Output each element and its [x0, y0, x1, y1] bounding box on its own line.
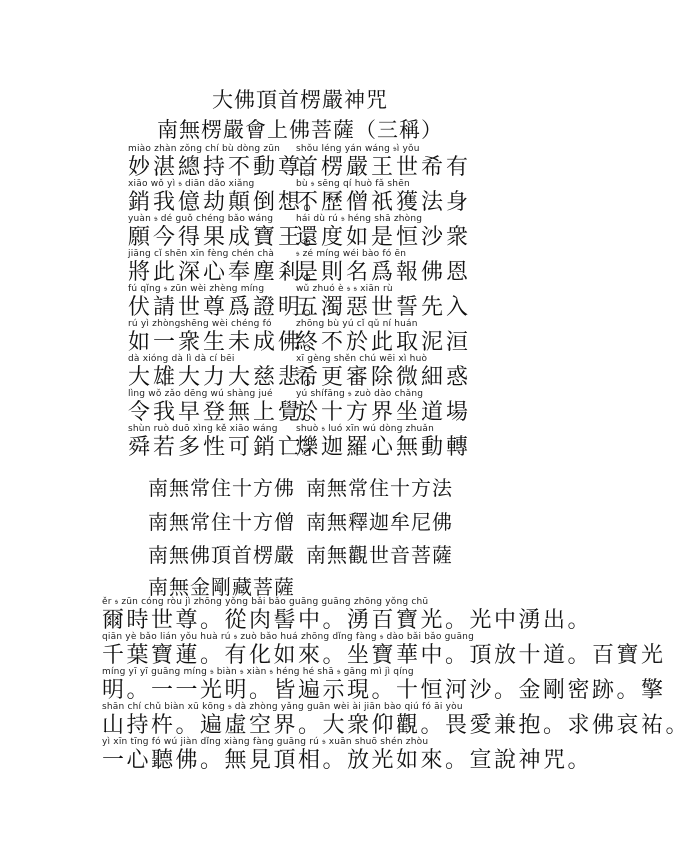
- pinyin: hái dù rú 𝔰 héng shā zhòng: [296, 214, 423, 224]
- pinyin: shuò 𝔰 luó xīn wú dòng zhuǎn: [296, 424, 435, 434]
- prose-line-2: [102, 631, 666, 669]
- verse-right-5: [296, 283, 471, 321]
- pinyin: ěr 𝔰 zūn cóng ròu jì zhōng yǒng bǎi bǎo guāng guāng zhōng yǒng chū: [102, 597, 429, 607]
- pinyin: yì xīn tīng fó wú jiàn dǐng xiàng fàng guāng rú 𝔰 xuān shuō shén zhòu: [102, 737, 429, 747]
- verse-right-8: [296, 388, 471, 426]
- verse-text: 五濁惡世誓先入: [296, 295, 472, 320]
- verse-right-3: [296, 213, 471, 251]
- verse-text: 首楞嚴王世希有: [296, 155, 472, 180]
- pinyin: shǒu léng yán wáng 𝔰ì yǒu: [296, 144, 420, 154]
- pinyin: wǔ zhuó è 𝔰 𝔰 xiān rù: [296, 284, 393, 294]
- verse-text: 伏請世尊爲證明。: [128, 295, 329, 320]
- verse-right-7: [296, 353, 471, 391]
- pinyin: dà xióng dà lì dà cí bēi: [128, 354, 235, 364]
- verse-text: 如一衆生未成佛。: [128, 330, 329, 355]
- pinyin: lìng wǒ zǎo dēng wú shàng jué: [128, 389, 273, 399]
- pinyin: jiāng cǐ shēn xīn fèng chén chà: [128, 249, 275, 259]
- namo-invocation: 南無釋迦牟尼佛: [306, 510, 453, 534]
- prose-line-1: [102, 596, 592, 634]
- pinyin: miào zhàn zǒng chí bù dòng zūn: [128, 144, 281, 154]
- verse-text: 還度如是恒沙衆: [296, 225, 472, 250]
- pinyin: yuàn 𝔰 dé guǒ chéng bǎo wáng: [128, 214, 274, 224]
- verse-text: 令我早登無上覺。: [128, 400, 329, 425]
- verse-text: 願今得果成寶王。: [128, 225, 329, 250]
- pinyin: xī gèng shěn chú wēi xì huò: [296, 354, 428, 364]
- verse-text: 於十方界坐道場: [296, 400, 472, 425]
- page-title: 大佛頂首楞嚴神咒: [212, 88, 388, 112]
- pinyin: xiāo wǒ yì 𝔰 diān dǎo xiǎng: [128, 179, 255, 189]
- verse-text: 不歷僧祇獲法身: [296, 190, 472, 215]
- prose-text: 爾時世尊。從肉髻中。湧百寶光。光中湧出。: [102, 608, 593, 633]
- namo-invocation: 南無金剛藏菩薩: [148, 575, 295, 599]
- pinyin: bù 𝔰 sēng qí huò fǎ shēn: [296, 179, 410, 189]
- verse-text: 銷我億劫顛倒想。: [128, 190, 329, 215]
- verse-text: 舜若多性可銷亡。: [128, 435, 329, 460]
- page-subtitle: 南無楞嚴會上佛菩薩（三稱）: [157, 118, 443, 142]
- namo-invocation: 南無佛頂首楞嚴: [148, 543, 295, 567]
- pinyin: shùn ruò duō xìng kě xiāo wáng: [128, 424, 278, 434]
- verse-right-2: [296, 178, 471, 216]
- namo-invocation: 南無觀世音菩薩: [306, 543, 453, 567]
- verse-text: 妙湛總持不動尊。: [128, 155, 329, 180]
- verse-text: 將此深心奉塵剎。: [128, 260, 329, 285]
- namo-invocation: 南無常住十方法: [306, 476, 453, 500]
- verse-right-4: [296, 248, 471, 286]
- pinyin: fú qǐng 𝔰 zūn wèi zhèng míng: [128, 284, 265, 294]
- pinyin: míng yī yī guāng míng 𝔰 biàn 𝔰 xiàn 𝔰 héng hé shā 𝔰 gāng mì jì qíng: [102, 667, 414, 677]
- verse-text: 大雄大力大慈悲。: [128, 365, 329, 390]
- pinyin: zhōng bù yú cǐ qǔ ní huán: [296, 319, 418, 329]
- prose-line-5: [102, 736, 592, 774]
- prose-text: 明。一一光明。皆遍示現。十恒河沙。金剛密跡。擎: [102, 678, 666, 703]
- pinyin: rú yì zhòngshēng wèi chéng fó: [128, 319, 272, 329]
- verse-text: 終不於此取泥洹: [296, 330, 472, 355]
- prose-text: 山持杵。遍虛空界。大衆仰觀。畏愛兼抱。求佛哀祐。: [102, 713, 690, 738]
- pinyin: shān chí chǔ biàn xū kōng 𝔰 dà zhòng yǎng guān wèi ài jiān bào qiú fó āi yòu: [102, 702, 463, 712]
- prose-line-4: [102, 701, 690, 739]
- namo-invocation: 南無常住十方僧: [148, 510, 295, 534]
- verse-right-9: [296, 423, 471, 461]
- prose-text: 一心聽佛。無見頂相。放光如來。宣說神咒。: [102, 748, 593, 773]
- verse-right-6: [296, 318, 471, 356]
- namo-invocation: 南無常住十方佛: [148, 476, 295, 500]
- prose-line-3: [102, 666, 666, 704]
- verse-right-1: [296, 143, 471, 181]
- pinyin: qiān yè bǎo lián yǒu huà rú 𝔰 zuò bǎo huá zhōng dǐng fàng 𝔰 dào bǎi bǎo guāng: [102, 632, 474, 642]
- verse-text: 爍迦羅心無動轉: [296, 435, 472, 460]
- prose-text: 千葉寶蓮。有化如來。坐寶華中。頂放十道。百寶光: [102, 643, 666, 668]
- pinyin: yú shífāng 𝔰 zuò dào chǎng: [296, 389, 424, 399]
- pinyin: 𝔰 zé míng wéi bào fó ēn: [296, 249, 407, 259]
- verse-text: 希更審除微細惑: [296, 365, 472, 390]
- verse-text: 是則名爲報佛恩: [296, 260, 472, 285]
